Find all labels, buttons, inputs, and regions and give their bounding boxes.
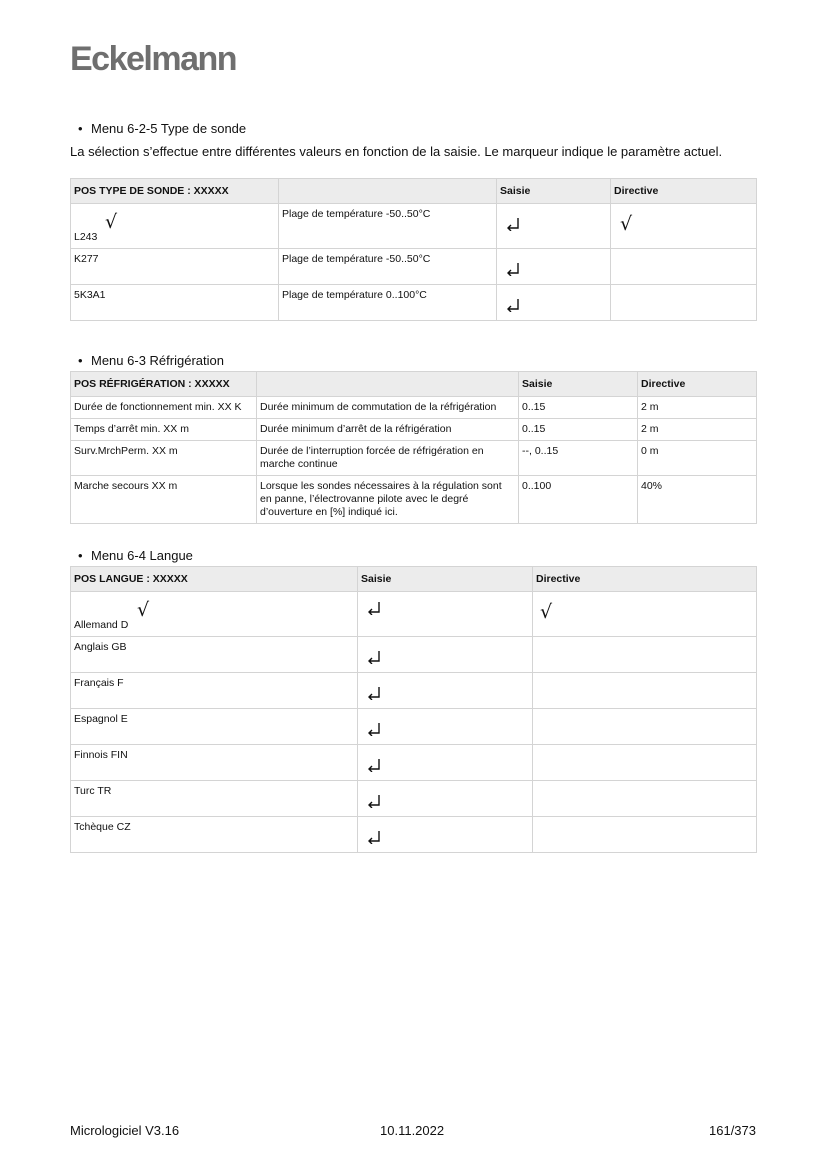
type-de-sonde-table xyxy=(70,178,757,321)
probe-description: Plage de température -50..50°C xyxy=(279,204,497,249)
bullet-mark: • xyxy=(78,121,83,136)
saisie-cell xyxy=(358,637,533,673)
enter-key-icon xyxy=(367,650,381,664)
language-name: Turc TR xyxy=(71,781,358,817)
parameter-name: Surv.MrchPerm. XX m xyxy=(71,441,257,476)
parameter-description: Lorsque les sondes nécessaires à la régulation sont en panne, l’électrovanne pilote avec le degré d’ouverture en [%] indiqué ici. xyxy=(257,476,519,524)
column-header: Saisie xyxy=(497,179,611,204)
table-row xyxy=(71,441,757,476)
table-row xyxy=(71,204,757,249)
table-row xyxy=(71,673,757,709)
enter-key-icon xyxy=(367,794,381,808)
column-header xyxy=(279,179,497,204)
saisie-value: --, 0..15 xyxy=(519,441,638,476)
enter-key-icon xyxy=(367,601,381,615)
probe-name: L243 xyxy=(74,231,98,243)
table-row xyxy=(71,592,757,637)
directive-cell xyxy=(533,637,757,673)
parameter-name: Marche secours XX m xyxy=(71,476,257,524)
language-name: Finnois FIN xyxy=(71,745,358,781)
enter-key-icon xyxy=(367,686,381,700)
directive-value: 2 m xyxy=(638,419,757,441)
directive-cell xyxy=(611,204,757,249)
table-header-row xyxy=(71,372,757,397)
directive-cell xyxy=(533,592,757,637)
enter-key-icon xyxy=(367,830,381,844)
check-mark-icon: √ xyxy=(620,213,633,235)
directive-cell xyxy=(533,673,757,709)
parameter-description: Durée minimum d’arrêt de la réfrigération xyxy=(257,419,519,441)
column-header: Saisie xyxy=(358,567,533,592)
language-name-cell xyxy=(71,592,358,637)
directive-value: 0 m xyxy=(638,441,757,476)
enter-key-icon xyxy=(367,758,381,772)
footer-date: 10.11.2022 xyxy=(380,1123,445,1138)
check-mark-icon: √ xyxy=(137,599,150,621)
footer-page-number: 161/373 xyxy=(709,1123,756,1138)
section-heading-refrigeration: • Menu 6-3 Réfrigération xyxy=(78,353,224,368)
column-header: POS TYPE DE SONDE : XXXXX xyxy=(71,179,279,204)
parameter-name: Temps d’arrêt min. XX m xyxy=(71,419,257,441)
table-row xyxy=(71,781,757,817)
directive-cell xyxy=(533,817,757,853)
table-row xyxy=(71,476,757,524)
directive-cell xyxy=(533,709,757,745)
enter-key-icon xyxy=(367,722,381,736)
refrigeration-table xyxy=(70,371,757,524)
saisie-cell xyxy=(358,781,533,817)
table-row xyxy=(71,637,757,673)
table-row xyxy=(71,817,757,853)
column-header: Saisie xyxy=(519,372,638,397)
column-header xyxy=(257,372,519,397)
probe-description: Plage de température 0..100°C xyxy=(279,285,497,321)
saisie-cell xyxy=(358,817,533,853)
saisie-cell xyxy=(358,709,533,745)
table-row xyxy=(71,745,757,781)
parameter-name: Durée de fonctionnement min. XX K xyxy=(71,397,257,419)
language-name: Français F xyxy=(71,673,358,709)
section-heading-langue: • Menu 6-4 Langue xyxy=(78,548,193,563)
probe-name: K277 xyxy=(71,249,279,285)
saisie-value: 0..100 xyxy=(519,476,638,524)
directive-cell xyxy=(533,781,757,817)
intro-paragraph: La sélection s’effectue entre différentes valeurs en fonction de la saisie. Le marqueur indique le paramètre actuel. xyxy=(70,144,723,159)
saisie-value: 0..15 xyxy=(519,419,638,441)
column-header: POS LANGUE : XXXXX xyxy=(71,567,358,592)
probe-description: Plage de température -50..50°C xyxy=(279,249,497,285)
bullet-mark: • xyxy=(78,548,83,563)
column-header: Directive xyxy=(638,372,757,397)
enter-key-icon xyxy=(506,262,520,276)
language-name: Espagnol E xyxy=(71,709,358,745)
directive-cell xyxy=(611,285,757,321)
table-header-row xyxy=(71,179,757,204)
probe-name-cell xyxy=(71,204,279,249)
enter-key-icon xyxy=(506,217,520,231)
table-row xyxy=(71,709,757,745)
langue-table xyxy=(70,566,757,853)
table-row xyxy=(71,419,757,441)
language-name: Anglais GB xyxy=(71,637,358,673)
parameter-description: Durée minimum de commutation de la réfrigération xyxy=(257,397,519,419)
company-logo: Eckelmann xyxy=(70,40,237,78)
table-row xyxy=(71,285,757,321)
section-heading-type-de-sonde: • Menu 6-2-5 Type de sonde xyxy=(78,121,247,136)
column-header: Directive xyxy=(611,179,757,204)
saisie-cell xyxy=(358,745,533,781)
language-name: Tchèque CZ xyxy=(71,817,358,853)
language-name: Allemand D xyxy=(74,619,129,631)
saisie-cell xyxy=(358,673,533,709)
table-row xyxy=(71,249,757,285)
directive-value: 40% xyxy=(638,476,757,524)
directive-value: 2 m xyxy=(638,397,757,419)
table-row xyxy=(71,397,757,419)
probe-name: 5K3A1 xyxy=(71,285,279,321)
footer-software-version: Micrologiciel V3.16 xyxy=(70,1123,180,1138)
saisie-cell xyxy=(497,204,611,249)
check-mark-icon: √ xyxy=(105,211,118,233)
directive-cell xyxy=(533,745,757,781)
saisie-value: 0..15 xyxy=(519,397,638,419)
saisie-cell xyxy=(358,592,533,637)
saisie-cell xyxy=(497,285,611,321)
directive-cell xyxy=(611,249,757,285)
bullet-mark: • xyxy=(78,353,83,368)
table-header-row xyxy=(71,567,757,592)
column-header: POS RÉFRIGÉRATION : XXXXX xyxy=(71,372,257,397)
column-header: Directive xyxy=(533,567,757,592)
enter-key-icon xyxy=(506,298,520,312)
saisie-cell xyxy=(497,249,611,285)
check-mark-icon: √ xyxy=(540,601,553,623)
parameter-description: Durée de l’interruption forcée de réfrigération en marche continue xyxy=(257,441,519,476)
